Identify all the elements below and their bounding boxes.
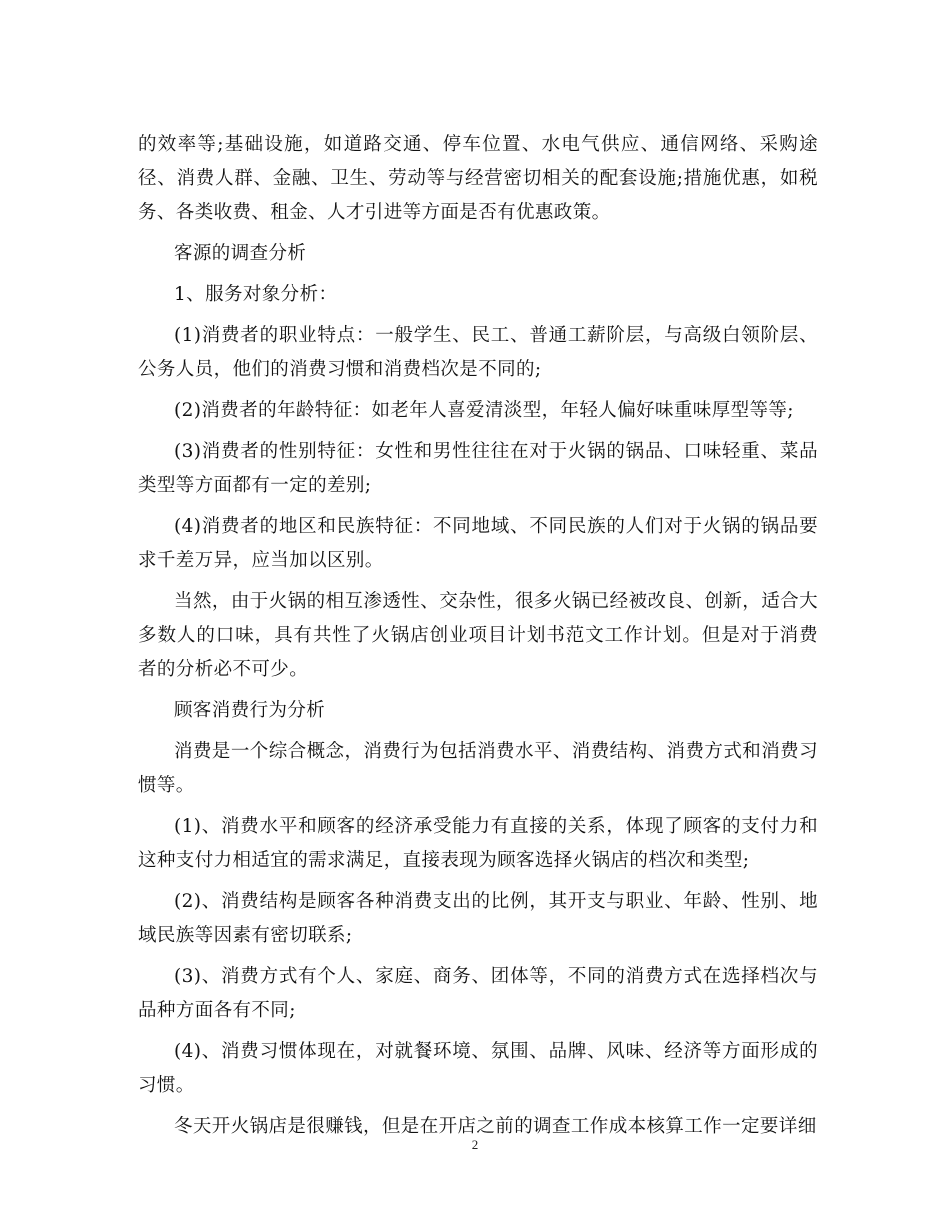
paragraph: (2)、消费结构是顾客各种消费支出的比例，其开支与职业、年龄、性别、地域民族等因素有密切联系; — [138, 891, 818, 946]
section-heading-consumer-behavior: 顾客消费行为分析 — [174, 700, 326, 721]
paragraph: (4)消费者的地区和民族特征：不同地域、不同民族的人们对于火锅的锅品要求千差万异，应当加以区别。 — [138, 516, 818, 571]
subheading-service-target: 1、服务对象分析： — [174, 284, 338, 305]
paragraph: (3)、消费方式有个人、家庭、商务、团体等，不同的消费方式在选择档次与品种方面各有不同; — [138, 966, 818, 1021]
paragraph: 冬天开火锅店是很赚钱，但是在开店之前的调查工作成本核算工作一定要详细 — [174, 1116, 817, 1137]
document-body — [138, 128, 818, 1151]
paragraph: (3)消费者的性别特征：女性和男性往往在对于火锅的锅品、口味轻重、菜品类型等方面都有一定的差别; — [138, 441, 818, 496]
paragraph: (4)、消费习惯体现在，对就餐环境、氛围、品牌、风味、经济等方面形成的习惯。 — [138, 1041, 818, 1096]
paragraph: 的效率等;基础设施，如道路交通、停车位置、水电气供应、通信网络、采购途径、消费人群、金融、卫生、劳动等与经营密切相关的配套设施;措施优惠，如税务、各类收费、租金、人才引进等方面是否有优惠政策。 — [138, 134, 818, 223]
paragraph: (2)消费者的年龄特征：如老年人喜爱清淡型，年轻人偏好味重味厚型等等; — [174, 400, 794, 421]
section-heading-customer-source: 客源的调查分析 — [174, 243, 307, 264]
paragraph: (1)、消费水平和顾客的经济承受能力有直接的关系，体现了顾客的支付力和这种支付力相适宜的需求满足，直接表现为顾客选择火锅店的档次和类型; — [138, 816, 818, 871]
paragraph: 消费是一个综合概念，消费行为包括消费水平、消费结构、消费方式和消费习惯等。 — [138, 741, 818, 796]
page-number: 2 — [471, 1137, 479, 1152]
paragraph: (1)消费者的职业特点：一般学生、民工、普通工薪阶层，与高级白领阶层、公务人员，他们的消费习惯和消费档次是不同的; — [138, 325, 818, 380]
paragraph: 当然，由于火锅的相互渗透性、交杂性，很多火锅已经被改良、创新，适合大多数人的口味，具有共性了火锅店创业项目计划书范文工作计划。但是对于消费者的分析必不可少。 — [138, 591, 818, 680]
